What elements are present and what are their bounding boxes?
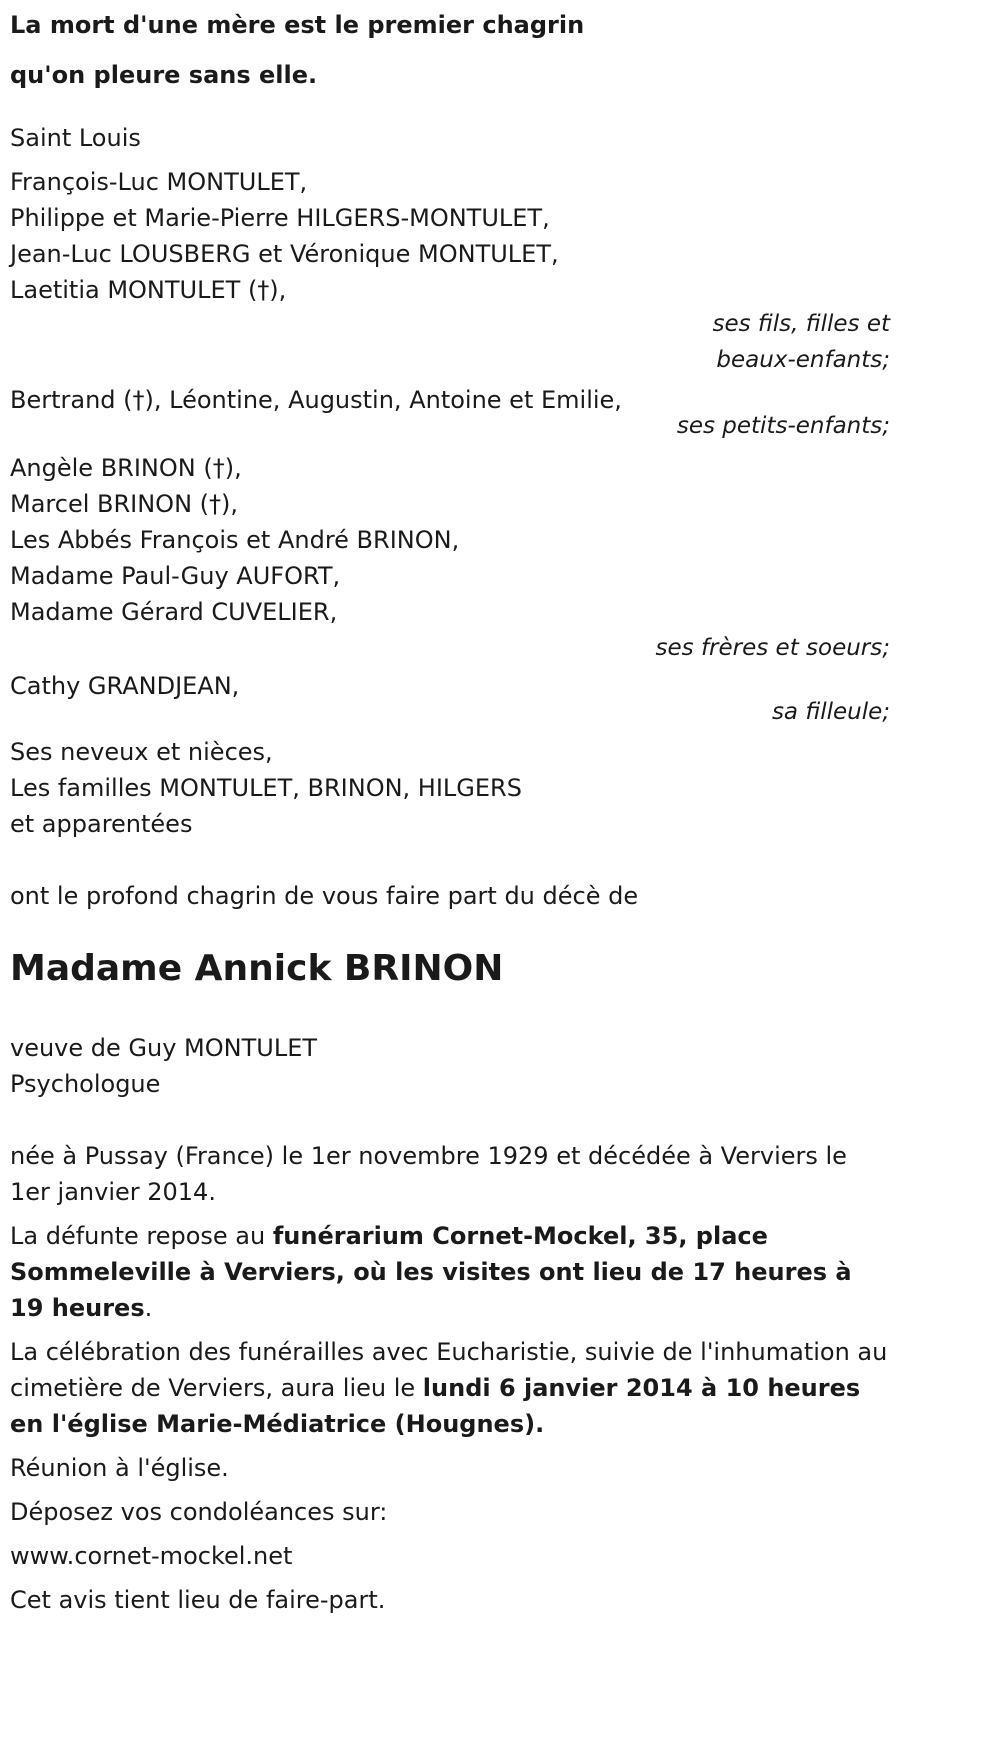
- relationship-label: ses petits-enfants;: [676, 413, 890, 439]
- spouse-line: veuve de Guy MONTULET: [10, 1034, 318, 1062]
- repose-prefix: La défunte repose au: [10, 1222, 273, 1250]
- relationship-label-line: ses fils, filles et: [712, 311, 890, 337]
- place-name: Saint Louis: [10, 124, 141, 152]
- family-member: Madame Paul-Guy AUFORT,: [10, 562, 341, 590]
- children-group: [10, 164, 890, 378]
- family-member: Les Abbés François et André BRINON,: [10, 526, 460, 554]
- relationship-label: ses frères et soeurs;: [655, 635, 890, 661]
- family-member: François-Luc MONTULET,: [10, 168, 308, 196]
- relationship-label-line: beaux-enfants;: [716, 347, 890, 373]
- family-member: Cathy GRANDJEAN,: [10, 672, 240, 700]
- godchild-group: [10, 668, 890, 730]
- epigraph-line: qu'on pleure sans elle.: [10, 61, 318, 89]
- family-member: Jean-Luc LOUSBERG et Véronique MONTULET,: [10, 240, 559, 268]
- extended-family-group: [10, 734, 890, 842]
- repose-location: funérarium Cornet-Mockel, 35, place Sommeleville à Verviers, où les visites ont lieu de 17 heures à 19 heures: [10, 1222, 852, 1322]
- family-member: Ses neveux et nièces,: [10, 738, 273, 766]
- deceased-details: [10, 1030, 890, 1102]
- family-member: Laetitia MONTULET (†),: [10, 276, 287, 304]
- relationship-label: [10, 306, 890, 378]
- profession-line: Psychologue: [10, 1070, 161, 1098]
- family-member: Philippe et Marie-Pierre HILGERS-MONTULET,: [10, 204, 550, 232]
- family-member: Bertrand (†), Léontine, Augustin, Antoine et Emilie,: [10, 386, 622, 414]
- website-link[interactable]: www.cornet-mockel.net: [10, 1542, 293, 1570]
- condolences-label: Déposez vos condoléances sur:: [10, 1498, 388, 1526]
- repose-paragraph: [10, 1218, 890, 1326]
- family-member: Angèle BRINON (†),: [10, 454, 242, 482]
- birth-death-paragraph: née à Pussay (France) le 1er novembre 1929 et décédée à Verviers le 1er janvier 2014.: [10, 1142, 847, 1206]
- family-member: Marcel BRINON (†),: [10, 490, 239, 518]
- closing-note: Cet avis tient lieu de faire-part.: [10, 1586, 386, 1614]
- epigraph: [10, 0, 890, 100]
- family-member: Les familles MONTULET, BRINON, HILGERS: [10, 774, 522, 802]
- announcement-text: ont le profond chagrin de vous faire part du décè de: [10, 882, 639, 910]
- meeting-note: Réunion à l'église.: [10, 1454, 229, 1482]
- siblings-group: [10, 450, 890, 666]
- deceased-name: Madame Annick BRINON: [10, 948, 504, 989]
- funeral-paragraph: [10, 1334, 890, 1442]
- family-member: et apparentées: [10, 810, 193, 838]
- grandchildren-group: [10, 382, 890, 444]
- funeral-date-place: lundi 6 janvier 2014 à 10 heures en l'église Marie-Médiatrice (Hougnes).: [10, 1374, 861, 1438]
- repose-suffix: .: [144, 1294, 153, 1322]
- relationship-label: sa filleule;: [771, 699, 890, 725]
- funeral-prefix: La célébration des funérailles avec Eucharistie, suivie de l'inhumation au cimetière de Verviers, aura lieu le: [10, 1338, 888, 1402]
- epigraph-line: La mort d'une mère est le premier chagrin: [10, 11, 585, 39]
- family-member: Madame Gérard CUVELIER,: [10, 598, 338, 626]
